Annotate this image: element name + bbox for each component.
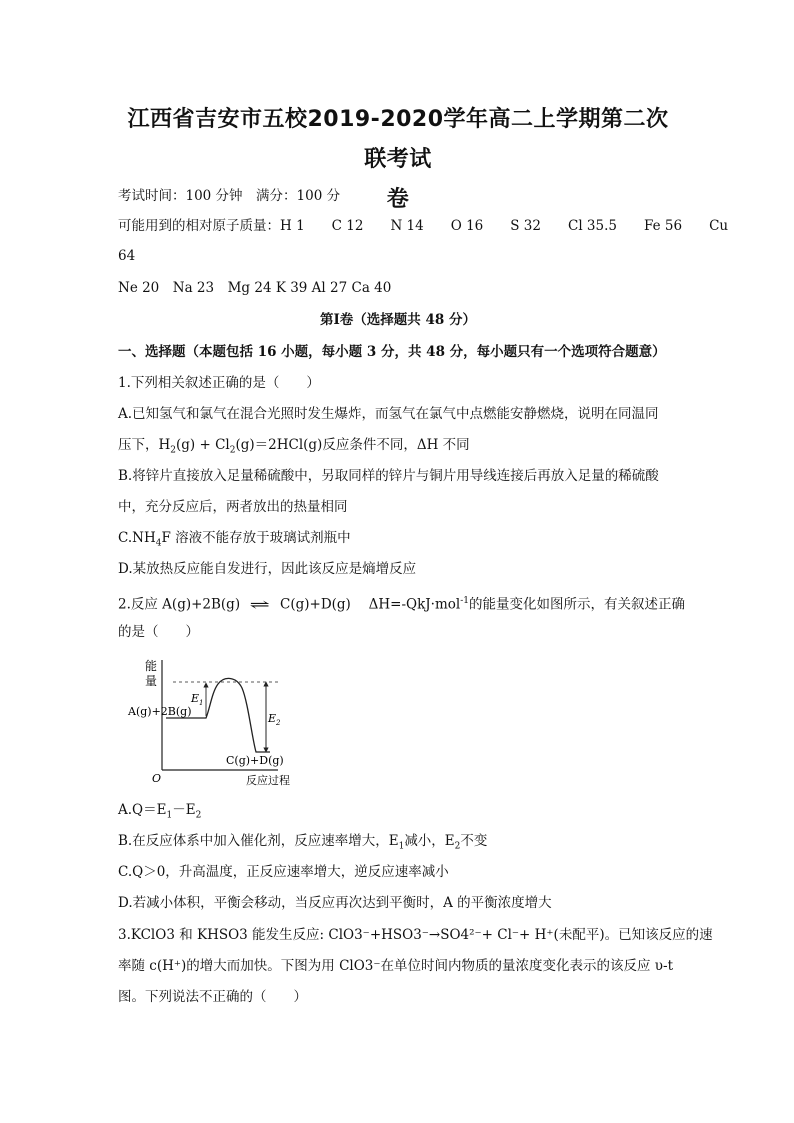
exam-time: 考试时间：100 分钟 满分：100 分 bbox=[118, 188, 341, 204]
q3-line-3: 图。下列说法不正确的（ ） bbox=[118, 989, 307, 1005]
products-label: C(g)+D(g) bbox=[226, 754, 284, 767]
reversible-arrow-icon: ⇌ bbox=[249, 596, 271, 613]
atomic-masses-line-1: 可能用到的相对原子质量：H 1 C 12 N 14 O 16 S 32 Cl 35.5 Fe 56 Cu bbox=[118, 218, 729, 234]
energy-diagram bbox=[118, 652, 318, 792]
q1-option-b-line-2: 中，充分反应后，两者放出的热量相同 bbox=[118, 499, 348, 515]
y-label-2: 量 bbox=[145, 674, 158, 688]
e1-label: $E_1$ bbox=[191, 692, 204, 707]
q1-option-b-line-1: B.将锌片直接放入足量稀硫酸中，另取同样的锌片与铜片用导线连接后再放入足量的稀硫酸 bbox=[118, 468, 659, 484]
q2-stem-line-2: 的是（ ） bbox=[118, 624, 199, 640]
q3-line-2: 率随 c(H⁺)的增大而加快。下图为用 ClO3⁻在单位时间内物质的量浓度变化表示的该反应 υ-t bbox=[118, 958, 673, 974]
reactants-label: A(g)+2B(g) bbox=[128, 705, 192, 718]
e2-label: $E_2$ bbox=[268, 712, 281, 727]
q2-stem: 2.反应 A(g)+2B(g) ⇌ C(g)+D(g) ΔH=-QkJ·mol$^{-1}$的能量变化如图所示，有关叙述正确 bbox=[118, 596, 685, 613]
y-label-1: 能 bbox=[145, 659, 158, 673]
x-axis-label: 反应过程 bbox=[246, 774, 290, 787]
origin-label: O bbox=[152, 772, 162, 785]
volume-title: 第Ⅰ卷（选择题共 48 分） bbox=[319, 312, 476, 328]
section-heading: 一、选择题（本题包括 16 小题，每小题 3 分，共 48 分，每小题只有一个选项符合题意） bbox=[118, 344, 666, 360]
q2-option-c: C.Q＞0，升高温度，正反应速率增大，逆反应速率减小 bbox=[118, 864, 449, 880]
q3-line-1: 3.KClO3 和 KHSO3 能发生反应: ClO3⁻+HSO3⁻→SO4²⁻+ Cl⁻+ H⁺(未配平)。已知该反应的速 bbox=[118, 927, 713, 943]
title-line-1: 江西省吉安市五校2019-2020学年高二上学期第二次联考试 bbox=[127, 107, 669, 172]
q2-option-a: $A.Q=E_1-E_2$ bbox=[118, 802, 202, 821]
title-line-2: 卷 bbox=[386, 187, 410, 212]
q1-option-a-line-2: 压下，$H_2(g) + Cl_2(g)=2HCl(g)$反应条件不同，ΔH 不同 bbox=[118, 437, 470, 456]
q2-option-b: B.在反应体系中加入催化剂，反应速率增大，$E_1$减小，$E_2$不变 bbox=[118, 833, 488, 852]
atomic-masses-line-3: Ne 20 Na 23 Mg 24 K 39 Al 27 Ca 40 bbox=[118, 280, 392, 296]
atomic-masses-line-2: 64 bbox=[118, 248, 136, 264]
q2-option-d: D.若减小体积，平衡会移动，当反应再次达到平衡时，A 的平衡浓度增大 bbox=[118, 895, 552, 911]
q1-option-c: $C.NH_4F$ 溶液不能存放于玻璃试剂瓶中 bbox=[118, 530, 351, 549]
q1-stem: 1.下列相关叙述正确的是（ ） bbox=[118, 375, 320, 391]
q1-option-d: D.某放热反应能自发进行，因此该反应是熵增反应 bbox=[118, 561, 417, 577]
q1-option-a-line-1: A.已知氢气和氯气在混合光照时发生爆炸，而氢气在氯气中点燃能安静燃烧，说明在同温同 bbox=[118, 406, 659, 422]
